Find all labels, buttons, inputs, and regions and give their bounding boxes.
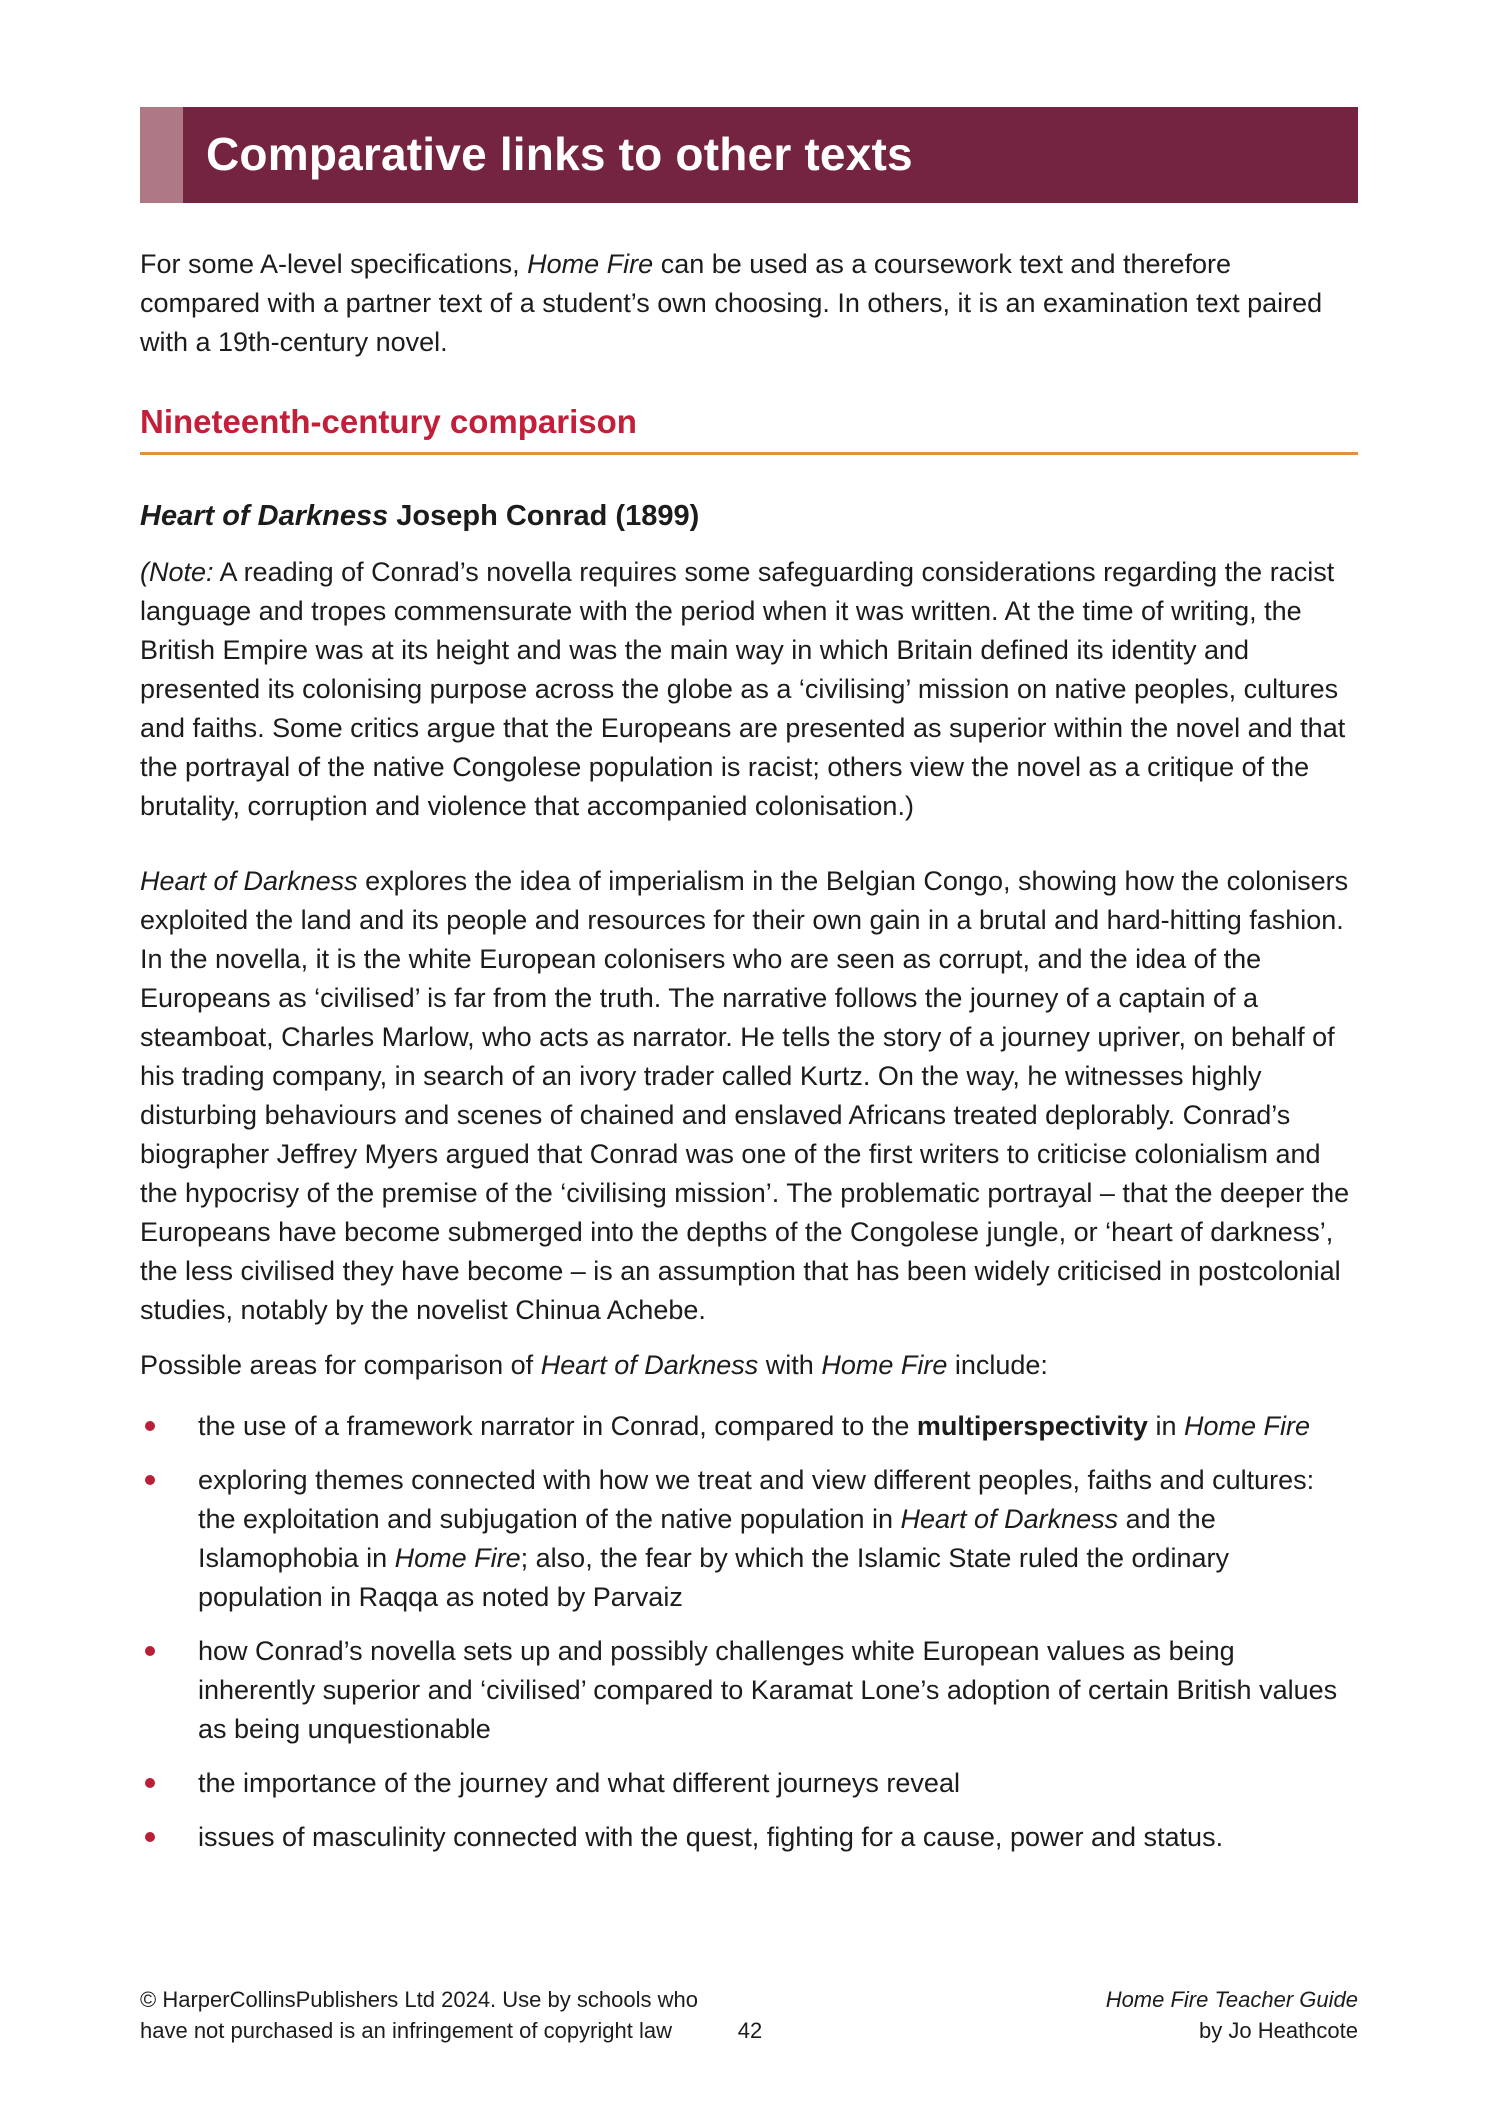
- list-item: [140, 1461, 1358, 1617]
- page-title: Comparative links to other texts: [206, 127, 913, 180]
- list-item-text: the use of a framework narrator in Conrad, compared to the multiperspectivity in Home Fire: [198, 1411, 1311, 1441]
- bullet-icon: [145, 1475, 155, 1485]
- footer-guide-info: [1106, 1984, 1358, 2046]
- page-number: 42: [737, 2018, 763, 2043]
- comparison-list: [140, 1407, 1358, 1857]
- banner-accent-stripe: [140, 107, 183, 203]
- list-item: [140, 1407, 1358, 1446]
- list-item-text: how Conrad’s novella sets up and possibly challenges white European values as being inherently superior and ‘civilised’ compared to Karamat Lone’s adoption of certain British values as being unquestionable: [198, 1636, 1338, 1744]
- list-item: [140, 1818, 1358, 1857]
- note-paragraph: (Note: A reading of Conrad’s novella requires some safeguarding considerations regarding the racist language and tropes commensurate with the period when it was written. At the time of writing, the British Empire was at its height and was the main way in which Britain defined its identity and presented its colonising purpose across the globe as a ‘civilising’ mission on native peoples, cultures and faiths. Some critics argue that the Europeans are presented as superior within the novel and that the portrayal of the native Congolese population is racist; others view the novel as a critique of the brutality, corruption and violence that accompanied colonisation.): [140, 557, 1346, 821]
- bullet-icon: [145, 1832, 155, 1842]
- list-item-text: the importance of the journey and what different journeys reveal: [198, 1768, 960, 1798]
- bullet-icon: [145, 1778, 155, 1788]
- section-rule: [140, 452, 1358, 455]
- footer-copyright-line1: © HarperCollinsPublishers Ltd 2024. Use by schools who: [140, 1987, 698, 2012]
- list-item-text: issues of masculinity connected with the quest, fighting for a cause, power and status.: [198, 1822, 1224, 1852]
- footer-author: by Jo Heathcote: [1199, 2018, 1358, 2043]
- list-item: [140, 1764, 1358, 1803]
- bullet-icon: [145, 1646, 155, 1656]
- footer-copyright-line2: have not purchased is an infringement of copyright law: [140, 2018, 672, 2043]
- list-item-text: exploring themes connected with how we treat and view different peoples, faiths and cultures: the exploitation and subjugation of the native population in Heart of Darkness and the Islamophobia in Home Fire; also, the fear by which the Islamic State ruled the ordinary population in Raqqa as noted by Parvaiz: [198, 1465, 1315, 1612]
- intro-paragraph: For some A-level specifications, Home Fire can be used as a coursework text and therefore compared with a partner text of a student’s own choosing. In others, it is an examination text paired with a 19th-century novel.: [140, 249, 1323, 357]
- list-item: [140, 1632, 1358, 1749]
- section-heading: Nineteenth-century comparison: [140, 403, 637, 440]
- book-subheading: Heart of Darkness Joseph Conrad (1899): [140, 500, 700, 532]
- page-content: [140, 0, 1358, 1872]
- header-banner: [140, 107, 1358, 203]
- synopsis-paragraph: Heart of Darkness explores the idea of imperialism in the Belgian Congo, showing how the colonisers exploited the land and its people and resources for their own gain in a brutal and hard-hitting fashion. In the novella, it is the white European colonisers who are seen as corrupt, and the idea of the Europeans as ‘civilised’ is far from the truth. The narrative follows the journey of a captain of a steamboat, Charles Marlow, who acts as narrator. He tells the story of a journey upriver, on behalf of his trading company, in search of an ivory trader called Kurtz. On the way, he witnesses highly disturbing behaviours and scenes of chained and enslaved Africans treated deplorably. Conrad’s biographer Jeffrey Myers argued that Conrad was one of the first writers to criticise colonialism and the hypocrisy of the premise of the ‘civilising mission’. The problematic portrayal – that the deeper the Europeans have become submerged into the depths of the Congolese jungle, or ‘heart of darkness’, the less civilised they have become – is an assumption that has been widely criticised in postcolonial studies, notably by the novelist Chinua Achebe.: [140, 866, 1350, 1325]
- comparison-leadin: Possible areas for comparison of Heart of Darkness with Home Fire include:: [140, 1350, 1048, 1380]
- footer-guide-title: Home Fire Teacher Guide: [1105, 1987, 1358, 2012]
- bullet-icon: [145, 1421, 155, 1431]
